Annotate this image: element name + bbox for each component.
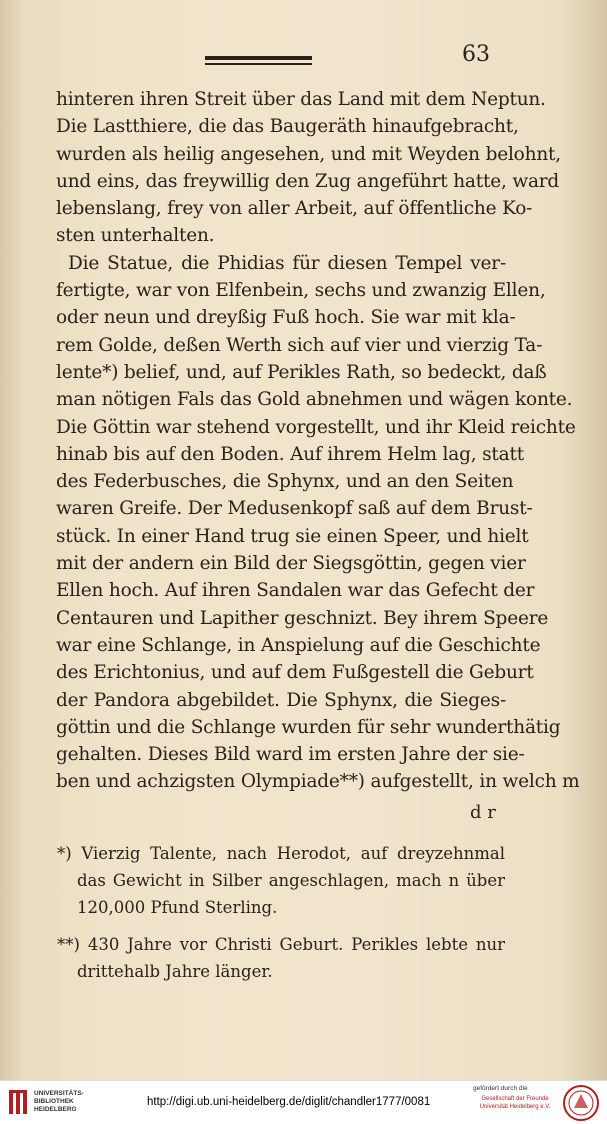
text-line: sten unterhalten.: [56, 225, 215, 247]
text-line: stück. In einer Hand trug sie einen Speer, und hielt: [56, 525, 529, 547]
text-line: Centauren und Lapither geschnizt. Bey ihrem Speere: [56, 607, 549, 629]
sponsor-label: gefördert durch die: [473, 1085, 528, 1092]
footnotes: [55, 840, 505, 985]
text-line: mit der andern ein Bild der Siegsgöttin, gegen vier: [56, 553, 526, 575]
permalink-url[interactable]: http://digi.ub.uni-heidelberg.de/diglit/chandler1777/0081: [147, 1096, 431, 1108]
library-name: UNIVERSITÄTS- BIBLIOTHEK HEIDELBERG: [34, 1090, 84, 1113]
footnote-line: 120,000 Pfund Sterling.: [77, 898, 278, 917]
footnote-line: **) 430 Jahre vor Christi Geburt. Perikles lebte nur: [57, 935, 505, 954]
university-seal-icon: [562, 1084, 600, 1122]
viewer-footer: [0, 1080, 607, 1124]
footnote-line: *) Vierzig Talente, nach Herodot, auf dreyzehnmal: [57, 844, 505, 863]
page-number: 63: [462, 42, 490, 67]
text-line: Die Göttin war stehend vorgestellt, und ihr Kleid reichte: [56, 416, 576, 438]
footnote-line: drittehalb Jahre länger.: [77, 962, 273, 981]
text-line: waren Greife. Der Medusenkopf saß auf dem Brust-: [56, 498, 533, 520]
text-line: lebenslang, frey von aller Arbeit, auf öffentliche Ko-: [56, 198, 533, 220]
body-text: [56, 86, 580, 796]
sponsor-name[interactable]: Gesellschaft der Freunde Universität Heidelberg e.V.: [479, 1096, 551, 1110]
text-line: rem Golde, deßen Werth sich auf vier und vierzig Ta-: [56, 334, 543, 356]
text-line: lente*) belief, und, auf Perikles Rath, so bedeckt, daß: [56, 361, 547, 383]
text-line: fertigte, war von Elfenbein, sechs und zwanzig Ellen,: [56, 280, 546, 302]
text-line: gehalten. Dieses Bild ward im ersten Jahre der sie-: [56, 744, 525, 766]
text-line: des Federbusches, die Sphynx, und an den Seiten: [56, 471, 514, 493]
text-line: und eins, das freywillig den Zug angeführt hatte, ward: [56, 170, 560, 192]
catchword: d r: [470, 802, 496, 823]
text-line: hinteren ihren Streit über das Land mit dem Neptun.: [56, 89, 546, 110]
text-line: göttin und die Schlange wurden für sehr wunderthätig: [56, 716, 561, 738]
text-line: ben und achzigsten Olympiade**) aufgestellt, in welch m: [56, 771, 580, 793]
text-line: war eine Schlange, in Anspielung auf die Geschichte: [56, 634, 541, 656]
text-line: man nötigen Fals das Gold abnehmen und wägen konte.: [56, 389, 573, 411]
text-line: wurden als heilig angesehen, und mit Weyden belohnt,: [56, 143, 561, 165]
header-rule: [205, 56, 312, 65]
university-library-logo-icon[interactable]: [8, 1088, 28, 1116]
text-line: oder neun und dreyßig Fuß hoch. Sie war mit kla-: [56, 307, 516, 329]
text-line: des Erichtonius, und auf dem Fußgestell die Geburt: [56, 662, 534, 684]
text-line: Die Statue, die Phidias für diesen Tempel ver-: [68, 252, 506, 274]
text-line: Ellen hoch. Auf ihren Sandalen war das Gefecht der: [56, 580, 535, 602]
text-line: Die Lastthiere, die das Baugeräth hinaufgebracht,: [56, 116, 519, 138]
text-line: hinab bis auf den Boden. Auf ihrem Helm lag, statt: [56, 443, 524, 465]
footnote-line: das Gewicht in Silber angeschlagen, mach n über: [77, 871, 505, 890]
text-line: der Pandora abgebildet. Die Sphynx, die Sieges-: [56, 689, 506, 711]
